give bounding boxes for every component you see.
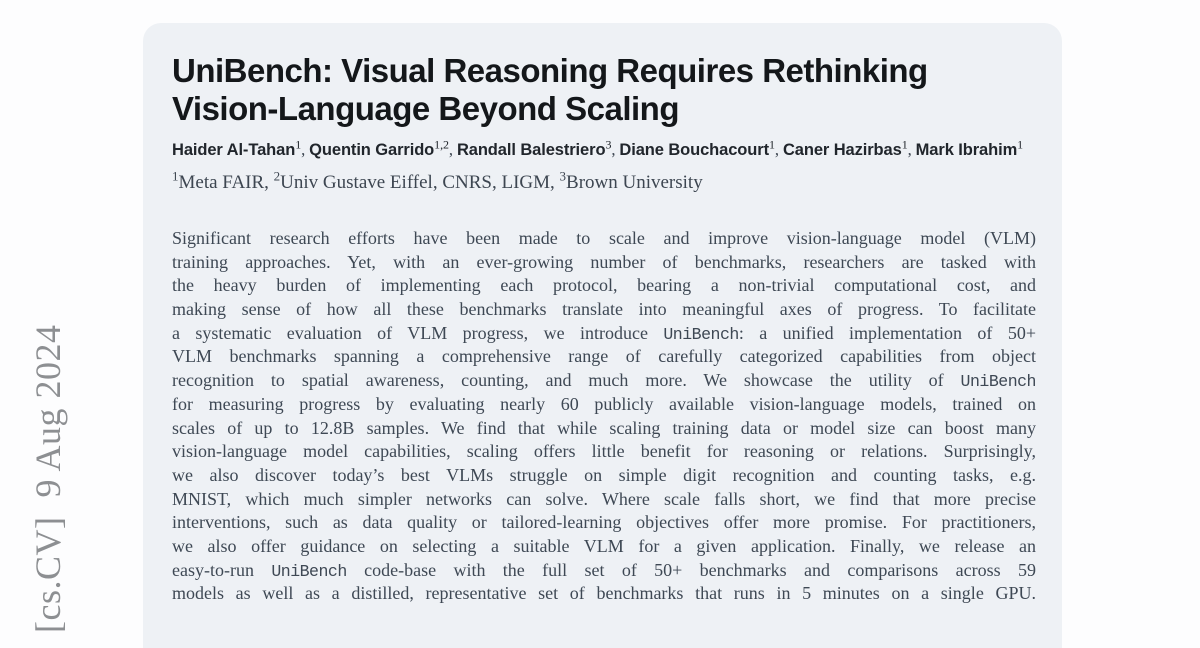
- abstract-line: making sense of how all these benchmarks translate into meaningful axes of progress. To facilitate: [172, 299, 1036, 320]
- unibench-mono-token: UniBench: [960, 372, 1036, 392]
- title-line: UniBench: Visual Reasoning Requires Rethinking: [172, 52, 928, 89]
- abstract-line: we also offer guidance on selecting a suitable VLM for a given application. Finally, we release an: [172, 535, 1036, 556]
- abstract-line: we also discover today’s best VLMs struggle on simple digit recognition and counting tasks, e.g.: [172, 464, 1036, 485]
- author-separator: ,: [301, 140, 310, 159]
- abstract-line: for measuring progress by evaluating nearly 60 publicly available vision-language models, trained on: [172, 393, 1036, 414]
- author-superscript: 1: [1017, 137, 1024, 152]
- author-name: Haider Al-Tahan: [172, 141, 296, 159]
- abstract-line: Significant research efforts have been made to scale and improve vision-language model (VLM): [172, 228, 1036, 248]
- affiliation-name: Brown University: [566, 172, 703, 193]
- abstract-line: models as well as a distilled, representative set of benchmarks that runs in 5 minutes on a single GPU.: [172, 583, 1036, 604]
- author-superscript: 1,2: [434, 137, 449, 152]
- affiliation-superscript: 3: [559, 168, 567, 184]
- author-name: Mark Ibrahim: [915, 141, 1018, 159]
- abstract-line: scales of up to 12.8B samples. We find that while scaling training data or model size can boost many: [172, 417, 1036, 438]
- abstract-line: VLM benchmarks spanning a comprehensive range of carefully categorized capabilities from object: [172, 346, 1036, 367]
- author-superscript: 1: [768, 137, 775, 152]
- paper-card: [143, 23, 1062, 648]
- affiliation-name: Univ Gustave Eiffel, CNRS, LIGM,: [280, 172, 560, 193]
- author-superscript: 1: [901, 137, 908, 152]
- abstract-line: recognition to spatial awareness, counting, and much more. We showcase the utility of UniBench: [172, 370, 1036, 392]
- author-separator: ,: [448, 140, 457, 159]
- paper-title: [172, 52, 1036, 128]
- abstract-line: a systematic evaluation of VLM progress, we introduce UniBench: a unified implementation of 50+: [172, 322, 1036, 344]
- title-line: Vision-Language Beyond Scaling: [172, 90, 679, 127]
- affiliation-name: Meta FAIR,: [178, 172, 274, 193]
- abstract-line: MNIST, which much simpler networks can solve. Where scale falls short, we find that more precise: [172, 488, 1036, 509]
- author-name: Caner Hazirbas: [782, 141, 902, 159]
- abstract-line: the heavy burden of implementing each protocol, bearing a non-trivial computational cost, and: [172, 275, 1036, 296]
- author-superscript: 3: [605, 137, 612, 152]
- affiliation-superscript: 1: [172, 168, 179, 184]
- affiliation-superscript: 2: [273, 168, 281, 184]
- abstract-line: interventions, such as data quality or tailored-learning objectives offer more promise. For practitioners,: [172, 512, 1036, 533]
- affiliations-line: [172, 170, 1036, 196]
- arxiv-watermark: [cs.CV] 9 Aug 2024: [28, 324, 68, 633]
- author-superscript: 1: [295, 137, 302, 152]
- author-name: Diane Bouchacourt: [619, 141, 769, 159]
- abstract-text: [172, 227, 1036, 606]
- abstract-line: vision-language model capabilities, scaling offers little benefit for reasoning or relations. Surprisingly,: [172, 441, 1036, 462]
- authors-line: [172, 137, 1036, 163]
- abstract-line: training approaches. Yet, with an ever-growing number of benchmarks, researchers are tasked with: [172, 251, 1036, 272]
- author-name: Quentin Garrido: [309, 141, 435, 159]
- author-name: Randall Balestriero: [456, 141, 606, 159]
- author-separator: ,: [774, 140, 783, 159]
- unibench-mono-token: UniBench: [271, 561, 347, 581]
- author-separator: ,: [907, 140, 916, 159]
- author-separator: ,: [611, 140, 620, 159]
- abstract-line: easy-to-run UniBench code-base with the full set of 50+ benchmarks and comparisons across 59: [172, 559, 1037, 581]
- unibench-mono-token: UniBench: [663, 324, 739, 344]
